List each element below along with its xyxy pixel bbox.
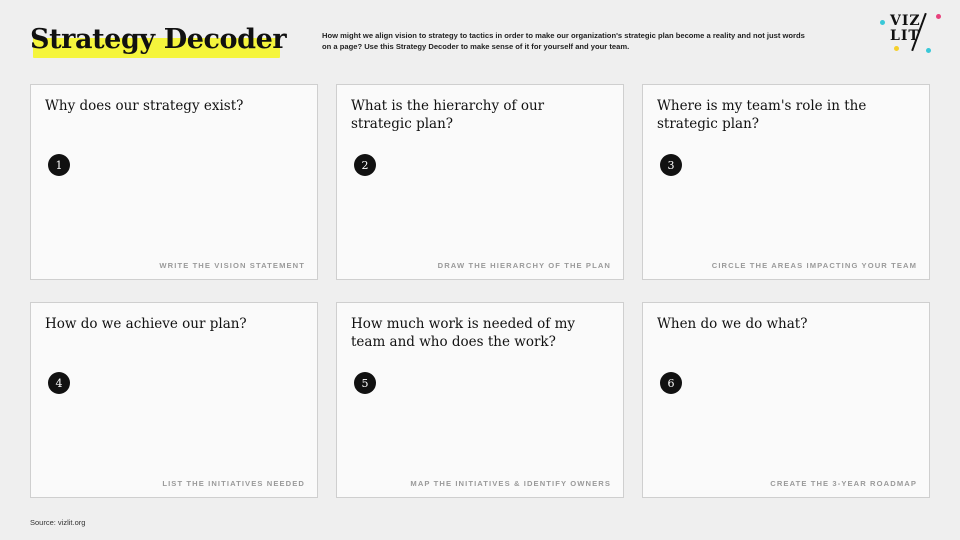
card-badge-2: 2: [354, 154, 376, 176]
card-3[interactable]: [642, 84, 930, 280]
card-badge-5: 5: [354, 372, 376, 394]
header: [30, 18, 930, 66]
card-question: How do we achieve our plan?: [45, 316, 247, 332]
card-question: Where is my team's role in the strategic plan?: [657, 98, 867, 132]
card-instruction: MAP THE INITIATIVES & IDENTIFY OWNERS: [410, 479, 611, 488]
cards-grid: [30, 80, 930, 500]
card-4[interactable]: [30, 302, 318, 498]
logo-wordmark: [890, 14, 921, 44]
logo-word-line2: LIT: [890, 28, 920, 44]
page-title: [30, 18, 290, 62]
card-instruction: CIRCLE THE AREAS IMPACTING YOUR TEAM: [711, 261, 917, 270]
card-badge-1: 1: [48, 154, 70, 176]
logo-dot-yellow-bottom-icon: [894, 46, 899, 51]
logo-dot-pink-right-icon: [936, 14, 941, 19]
card-question: When do we do what?: [657, 316, 808, 332]
source-label: Source: vizlit.org: [30, 518, 86, 527]
vizlit-logo: [878, 6, 948, 60]
card-question: Why does our strategy exist?: [45, 98, 244, 114]
card-6[interactable]: [642, 302, 930, 498]
card-instruction: DRAW THE HIERARCHY OF THE PLAN: [437, 261, 611, 270]
logo-dot-teal-bottom-icon: [926, 48, 931, 53]
card-1[interactable]: [30, 84, 318, 280]
card-instruction: WRITE THE VISION STATEMENT: [159, 261, 305, 270]
title-text: Strategy Decoder: [30, 24, 287, 55]
card-question: How much work is needed of my team and who does the work?: [351, 316, 576, 350]
card-2[interactable]: [336, 84, 624, 280]
card-question: What is the hierarchy of our strategic plan?: [351, 98, 545, 132]
card-badge-4: 4: [48, 372, 70, 394]
card-instruction: CREATE THE 3-YEAR ROADMAP: [770, 479, 917, 488]
logo-dot-teal-left-icon: [880, 20, 885, 25]
card-badge-6: 6: [660, 372, 682, 394]
subtitle-text: How might we align vision to strategy to tactics in order to make our organization's strategic plan become a reality and not just words on a page? Use this Strategy Decoder to make sense of it for yourself and your team.: [322, 31, 805, 51]
logo-word-line1: VIZ: [890, 13, 921, 29]
card-badge-3: 3: [660, 154, 682, 176]
card-5[interactable]: [336, 302, 624, 498]
card-instruction: LIST THE INITIATIVES NEEDED: [162, 479, 305, 488]
